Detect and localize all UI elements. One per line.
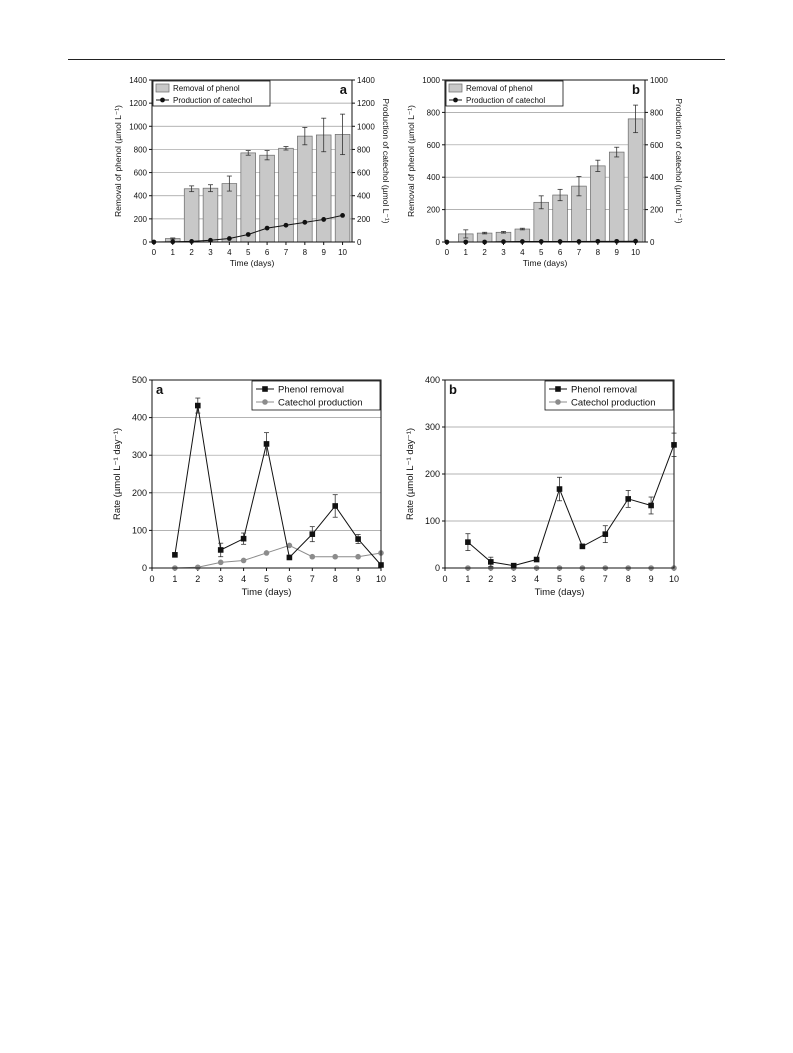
y2-tick-label: 1400 bbox=[357, 76, 375, 85]
phenol-removal-point bbox=[534, 557, 540, 563]
bar bbox=[590, 166, 605, 242]
catechol-point bbox=[284, 223, 289, 228]
x-tick-label: 5 bbox=[245, 248, 251, 257]
legend-marker bbox=[555, 399, 561, 405]
y-tick-label: 0 bbox=[435, 238, 440, 247]
phenol-removal-point bbox=[287, 555, 293, 561]
rate-line-chart-b bbox=[403, 372, 688, 612]
x-tick-label: 2 bbox=[482, 248, 487, 257]
x-tick-label: 10 bbox=[375, 574, 387, 584]
y-tick-label: 400 bbox=[131, 412, 147, 423]
x-axis-title: Time (days) bbox=[229, 258, 275, 268]
x-axis-title: Time (days) bbox=[522, 258, 568, 268]
x-tick-label: 7 bbox=[283, 248, 289, 257]
x-tick-label: 10 bbox=[631, 248, 641, 257]
legend-label: Removal of phenol bbox=[173, 84, 240, 93]
y-tick-label: 100 bbox=[424, 516, 440, 526]
catechol-point bbox=[246, 232, 251, 237]
y2-tick-label: 0 bbox=[357, 238, 362, 247]
legend-label: Catechol production bbox=[278, 397, 363, 409]
legend-marker bbox=[160, 98, 165, 103]
y2-tick-label: 400 bbox=[650, 173, 664, 183]
y2-tick-label: 400 bbox=[357, 191, 371, 201]
legend-marker bbox=[262, 399, 268, 405]
phenol-removal-point bbox=[648, 503, 654, 509]
phenol-removal-point bbox=[603, 531, 609, 537]
catechol-point bbox=[595, 239, 600, 244]
y-tick-label: 400 bbox=[424, 375, 440, 385]
x-tick-label: 4 bbox=[520, 248, 525, 257]
y2-tick-label: 200 bbox=[650, 205, 664, 215]
y-axis-title: Removal of phenol (µmol L⁻¹) bbox=[406, 105, 416, 217]
legend-bar-swatch bbox=[449, 84, 462, 92]
x-tick-label: 8 bbox=[332, 574, 338, 584]
bar bbox=[203, 188, 218, 242]
x-tick-label: 5 bbox=[538, 248, 544, 257]
phenol-removal-point bbox=[172, 552, 178, 558]
x-tick-label: 3 bbox=[218, 574, 224, 584]
rate-line-chart-a bbox=[110, 372, 395, 612]
catechol-production-point bbox=[355, 554, 361, 560]
x-tick-label: 9 bbox=[355, 574, 361, 584]
x-tick-label: 0 bbox=[151, 248, 157, 257]
x-tick-label: 3 bbox=[501, 248, 506, 257]
legend-marker bbox=[453, 98, 458, 103]
y2-tick-label: 800 bbox=[357, 145, 371, 155]
catechol-production-point bbox=[218, 560, 224, 566]
catechol-production-point bbox=[195, 564, 201, 570]
x-tick-label: 10 bbox=[668, 574, 680, 584]
legend-label: Production of catechol bbox=[173, 96, 253, 105]
legend-label: Phenol removal bbox=[571, 384, 638, 396]
x-tick-label: 6 bbox=[264, 248, 270, 257]
y-tick-label: 400 bbox=[426, 173, 440, 183]
phenol-removal-line bbox=[175, 406, 381, 565]
x-tick-label: 9 bbox=[648, 574, 654, 584]
x-tick-label: 8 bbox=[625, 574, 631, 584]
phenol-removal-bar-chart-b bbox=[403, 72, 688, 282]
phenol-removal-point bbox=[580, 544, 586, 550]
y-tick-label: 800 bbox=[133, 145, 147, 155]
x-tick-label: 9 bbox=[321, 248, 326, 257]
y-tick-label: 500 bbox=[131, 375, 147, 385]
phenol-removal-point bbox=[488, 559, 494, 565]
phenol-removal-point bbox=[218, 547, 224, 553]
y2-tick-label: 600 bbox=[357, 168, 371, 178]
x-tick-label: 10 bbox=[338, 248, 348, 257]
catechol-point bbox=[265, 226, 270, 231]
legend-label: Phenol removal bbox=[278, 384, 345, 396]
y2-tick-label: 200 bbox=[357, 214, 371, 224]
y2-tick-label: 1000 bbox=[650, 76, 668, 85]
page-header-rule bbox=[68, 59, 725, 60]
y-tick-label: 0 bbox=[434, 563, 440, 573]
bar bbox=[628, 119, 643, 242]
phenol-removal-point bbox=[557, 486, 563, 492]
legend-label: Catechol production bbox=[571, 397, 656, 409]
x-tick-label: 1 bbox=[465, 574, 471, 584]
catechol-point bbox=[302, 220, 307, 225]
catechol-point bbox=[189, 239, 194, 244]
y-tick-label: 200 bbox=[424, 469, 440, 479]
y-tick-label: 600 bbox=[426, 140, 440, 150]
bar bbox=[241, 153, 256, 242]
x-tick-label: 4 bbox=[227, 248, 232, 257]
y2-axis-title: Production of catechol (µmol L⁻¹) bbox=[674, 98, 684, 224]
y-tick-label: 1000 bbox=[422, 76, 440, 85]
legend bbox=[545, 381, 673, 410]
y-axis-title: Rate (µmol L⁻¹ day⁻¹) bbox=[405, 427, 416, 521]
x-tick-label: 8 bbox=[595, 248, 601, 257]
y-tick-label: 1000 bbox=[129, 122, 147, 132]
y-tick-label: 400 bbox=[133, 191, 147, 201]
x-tick-label: 8 bbox=[302, 248, 308, 257]
legend-marker bbox=[262, 386, 268, 392]
x-tick-label: 2 bbox=[488, 574, 494, 584]
catechol-point bbox=[614, 239, 619, 244]
y2-tick-label: 1000 bbox=[357, 122, 375, 132]
legend-label: Removal of phenol bbox=[466, 84, 533, 93]
y-axis-title: Removal of phenol (µmol L⁻¹) bbox=[113, 105, 123, 217]
legend bbox=[446, 81, 563, 106]
phenol-removal-point bbox=[241, 536, 247, 542]
phenol-removal-point bbox=[310, 531, 316, 537]
bar bbox=[297, 136, 312, 242]
x-tick-label: 0 bbox=[444, 248, 450, 257]
phenol-removal-point bbox=[355, 536, 361, 542]
bar bbox=[184, 189, 199, 242]
legend bbox=[153, 81, 270, 106]
y-tick-label: 600 bbox=[133, 168, 147, 178]
phenol-removal-line bbox=[468, 445, 674, 566]
catechol-production-line bbox=[175, 545, 381, 568]
x-axis-title: Time (days) bbox=[534, 587, 585, 598]
phenol-removal-point bbox=[332, 503, 338, 509]
x-tick-label: 2 bbox=[189, 248, 194, 257]
y2-tick-label: 0 bbox=[650, 238, 655, 247]
y-tick-label: 800 bbox=[426, 108, 440, 118]
y-tick-label: 200 bbox=[133, 214, 147, 224]
phenol-removal-point bbox=[195, 403, 201, 409]
legend bbox=[252, 381, 380, 410]
phenol-removal-point bbox=[625, 496, 631, 502]
panel-label: a bbox=[339, 82, 347, 97]
catechol-production-point bbox=[264, 550, 270, 556]
panel-label: a bbox=[156, 382, 164, 397]
legend-marker bbox=[555, 386, 561, 392]
y2-tick-label: 1200 bbox=[357, 99, 375, 109]
y-tick-label: 300 bbox=[424, 422, 440, 432]
x-tick-label: 6 bbox=[579, 574, 585, 584]
y2-axis-title: Production of catechol (µmol L⁻¹) bbox=[381, 98, 391, 224]
x-tick-label: 0 bbox=[149, 574, 155, 584]
y-tick-label: 200 bbox=[131, 487, 147, 498]
x-tick-label: 7 bbox=[309, 574, 315, 584]
y-tick-label: 200 bbox=[426, 205, 440, 215]
catechol-point bbox=[633, 239, 638, 244]
x-tick-label: 5 bbox=[556, 574, 563, 584]
phenol-removal-point bbox=[264, 441, 270, 447]
catechol-point bbox=[227, 236, 232, 241]
x-tick-label: 7 bbox=[602, 574, 608, 584]
catechol-point bbox=[340, 213, 345, 218]
y2-tick-label: 800 bbox=[650, 108, 664, 118]
y-tick-label: 0 bbox=[141, 563, 147, 573]
catechol-production-point bbox=[241, 558, 247, 564]
x-tick-label: 5 bbox=[263, 574, 270, 584]
bar bbox=[222, 184, 237, 242]
bar bbox=[279, 148, 294, 242]
y-tick-label: 300 bbox=[131, 450, 147, 461]
panel-label: b bbox=[632, 82, 640, 97]
bar bbox=[553, 195, 568, 242]
x-tick-label: 1 bbox=[172, 574, 178, 584]
y-tick-label: 1400 bbox=[129, 76, 147, 85]
legend-bar-swatch bbox=[156, 84, 169, 92]
x-axis-title: Time (days) bbox=[241, 587, 292, 598]
x-tick-label: 6 bbox=[286, 574, 292, 584]
x-tick-label: 4 bbox=[241, 574, 247, 584]
x-tick-label: 2 bbox=[195, 574, 201, 584]
y2-tick-label: 600 bbox=[650, 140, 664, 150]
x-tick-label: 7 bbox=[576, 248, 582, 257]
phenol-removal-bar-chart-a bbox=[110, 72, 391, 282]
y-axis-title: Rate (µmol L⁻¹ day⁻¹) bbox=[112, 427, 123, 521]
phenol-removal-point bbox=[465, 539, 471, 545]
x-tick-label: 0 bbox=[442, 574, 448, 584]
legend-label: Production of catechol bbox=[466, 96, 546, 105]
panel-label: b bbox=[449, 382, 457, 397]
y-tick-label: 1200 bbox=[129, 99, 147, 109]
x-tick-label: 6 bbox=[557, 248, 563, 257]
catechol-point bbox=[321, 217, 326, 222]
catechol-production-point bbox=[332, 554, 338, 560]
x-tick-label: 1 bbox=[463, 248, 468, 257]
y-tick-label: 100 bbox=[131, 525, 147, 536]
x-tick-label: 1 bbox=[170, 248, 175, 257]
x-tick-label: 4 bbox=[534, 574, 540, 584]
catechol-production-point bbox=[310, 554, 316, 560]
x-tick-label: 9 bbox=[614, 248, 619, 257]
bar bbox=[609, 152, 624, 242]
x-tick-label: 3 bbox=[208, 248, 213, 257]
x-tick-label: 3 bbox=[511, 574, 517, 584]
y-tick-label: 0 bbox=[142, 238, 147, 247]
